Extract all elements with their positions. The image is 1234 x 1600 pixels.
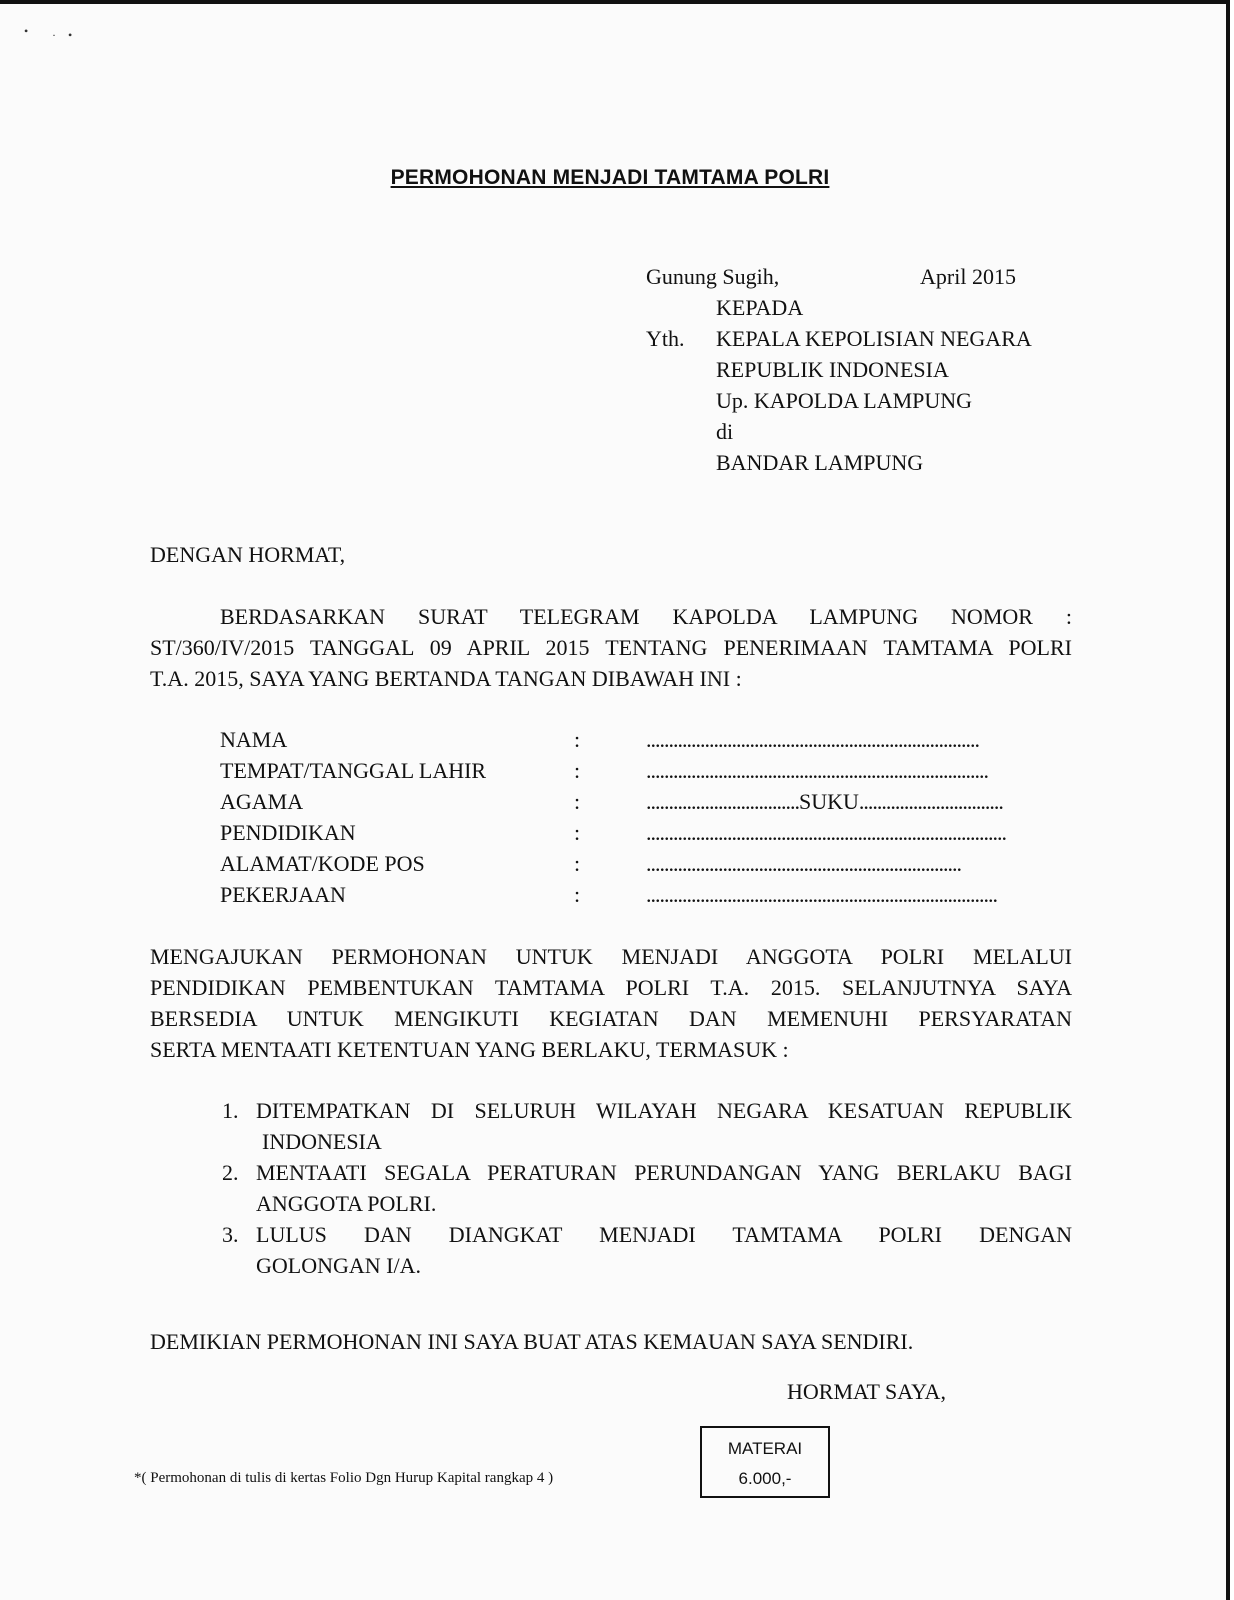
agama-blank: .................................. [646, 789, 799, 814]
stamp-value: 6.000,- [738, 1469, 792, 1488]
intro-line: BERDASARKAN SURAT TELEGRAM KAPOLDA LAMPUNG NOMOR : [220, 604, 1072, 629]
document-title: PERMOHONAN MENJADI TAMTAMA POLRI [390, 166, 830, 189]
address-line: REPUBLIK INDONESIA [716, 357, 949, 382]
field-label-nama: NAMA [220, 727, 288, 752]
field-colon: : [574, 758, 581, 783]
sign-off: HORMAT SAYA, [787, 1379, 946, 1404]
list-item-text: LULUS DAN DIANGKAT MENJADI TAMTAMA POLRI DENGAN [256, 1222, 1072, 1247]
address-line: KEPALA KEPOLISIAN NEGARA [716, 326, 1032, 351]
field-colon: : [574, 882, 581, 907]
field-label-alamat-kode-pos: ALAMAT/KODE POS [220, 851, 425, 876]
suku-label: SUKU [799, 789, 859, 814]
intro-line: T.A. 2015, SAYA YANG BERTANDA TANGAN DIBAWAH INI : [150, 666, 742, 691]
field-label-pendidikan: PENDIDIKAN [220, 820, 356, 845]
yth-label: Yth. [646, 326, 685, 351]
scan-speck: · [52, 28, 56, 42]
list-number: 2. [222, 1160, 239, 1185]
list-item-text: MENTAATI SEGALA PERATURAN PERUNDANGAN YANG BERLAKU BAGI [256, 1160, 1072, 1185]
scan-speck: • [68, 28, 73, 42]
field-blank-agama [646, 789, 1003, 815]
scan-speck: • [24, 24, 29, 38]
field-colon: : [574, 789, 581, 814]
list-number: 1. [222, 1098, 239, 1123]
stamp-label: MATERAI [727, 1439, 803, 1458]
field-colon: : [574, 820, 581, 845]
address-line: Up. KAPOLDA LAMPUNG [716, 388, 973, 413]
suku-blank: ................................ [858, 789, 1003, 814]
kepada-label: KEPADA [716, 295, 804, 320]
address-line: BANDAR LAMPUNG [716, 450, 924, 475]
body-line: PENDIDIKAN PEMBENTUKAN TAMTAMA POLRI T.A. 2015. SELANJUTNYA SAYA [150, 975, 1072, 1000]
field-blank-nama: .......................................................................... [646, 727, 979, 752]
body-line: BERSEDIA UNTUK MENGIKUTI KEGIATAN DAN MEMENUHI PERSYARATAN [150, 1006, 1072, 1031]
field-label-tempat-tanggal-lahir: TEMPAT/TANGGAL LAHIR [220, 758, 487, 783]
list-item-text: ANGGOTA POLRI. [256, 1191, 437, 1216]
date: April 2015 [920, 264, 1016, 289]
materai-stamp-box [700, 1426, 830, 1498]
field-blank-alamat-kode-pos: ...................................................................... [646, 851, 961, 876]
field-colon: : [574, 851, 581, 876]
field-label-pekerjaan: PEKERJAAN [220, 882, 346, 907]
place: Gunung Sugih, [646, 264, 780, 289]
intro-line: ST/360/IV/2015 TANGGAL 09 APRIL 2015 TENTANG PENERIMAAN TAMTAMA POLRI [150, 635, 1072, 660]
list-item-text: DITEMPATKAN DI SELURUH WILAYAH NEGARA KESATUAN REPUBLIK [256, 1098, 1072, 1123]
field-blank-pendidikan: ................................................................................ [646, 820, 1006, 845]
field-colon: : [574, 727, 581, 752]
footnote: *( Permohonan di tulis di kertas Folio Dgn Hurup Kapital rangkap 4 ) [134, 1470, 554, 1486]
field-blank-tempat-tanggal-lahir: ............................................................................ [646, 758, 988, 783]
closing-statement: DEMIKIAN PERMOHONAN INI SAYA BUAT ATAS KEMAUAN SAYA SENDIRI. [150, 1329, 914, 1354]
list-item-text: GOLONGAN I/A. [256, 1253, 421, 1278]
greeting: DENGAN HORMAT, [150, 542, 346, 567]
field-blank-pekerjaan: .............................................................................. [646, 882, 997, 907]
list-item-text: INDONESIA [262, 1129, 382, 1154]
address-line: di [716, 419, 734, 444]
body-line: MENGAJUKAN PERMOHONAN UNTUK MENJADI ANGGOTA POLRI MELALUI [150, 944, 1072, 969]
body-line: SERTA MENTAATI KETENTUAN YANG BERLAKU, TERMASUK : [150, 1037, 789, 1062]
field-label-agama: AGAMA [220, 789, 304, 814]
list-number: 3. [222, 1222, 239, 1247]
